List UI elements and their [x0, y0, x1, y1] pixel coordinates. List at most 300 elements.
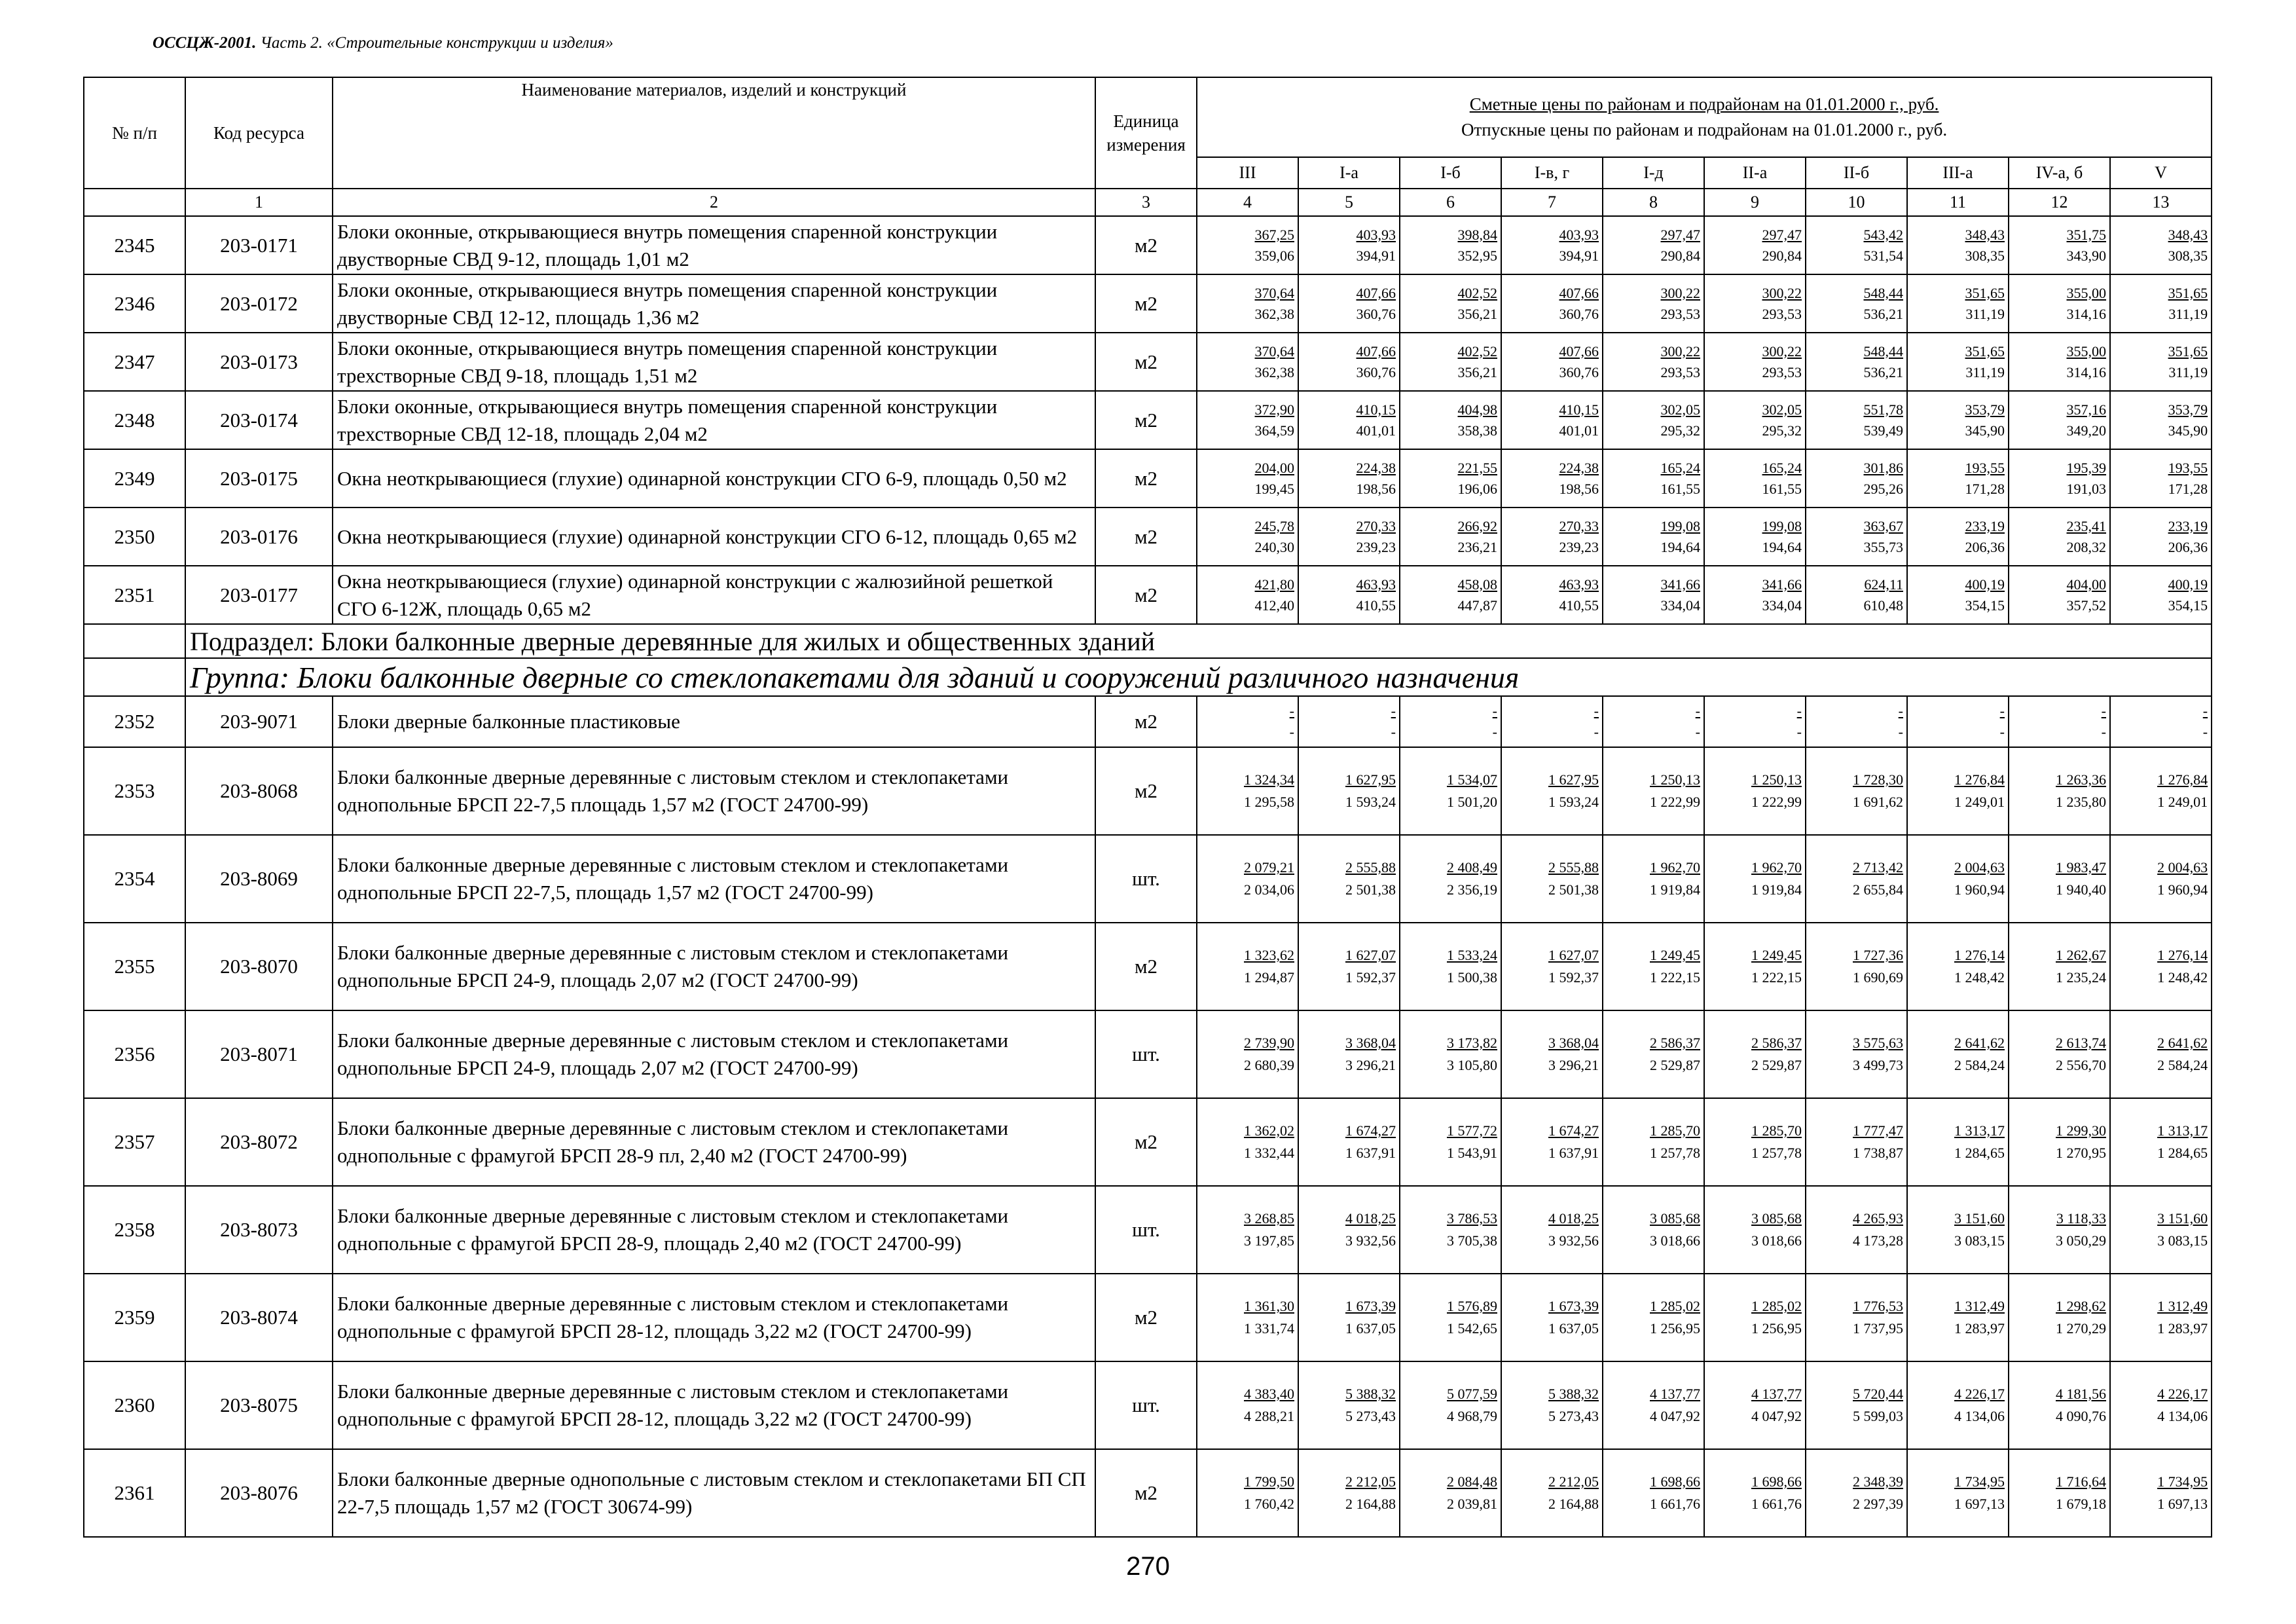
price-cell	[1298, 923, 1400, 1010]
estimated-price: 3 368,04	[1345, 1035, 1396, 1051]
estimated-price: 1 776,53	[1853, 1298, 1903, 1314]
price-cell	[1603, 449, 1704, 507]
release-price: 1 257,78	[1751, 1145, 1802, 1161]
release-price: 1 332,44	[1244, 1145, 1294, 1161]
release-price: 1 248,42	[1954, 969, 2005, 986]
release-price: 4 090,76	[2056, 1408, 2106, 1424]
group-empty-cell	[84, 658, 185, 696]
release-price: 349,20	[2066, 422, 2106, 439]
release-price: 1 331,74	[1244, 1320, 1294, 1337]
release-price: 1 283,97	[2157, 1320, 2208, 1337]
release-price: 5 599,03	[1853, 1408, 1903, 1424]
release-price: 236,21	[1457, 538, 1497, 555]
price-cell	[1400, 835, 1501, 923]
estimated-price: -	[1492, 703, 1497, 719]
release-price: 360,76	[1356, 305, 1396, 322]
price-cell	[1197, 835, 1298, 923]
estimated-price: 1 627,95	[1345, 771, 1396, 788]
item-name: Окна неоткрывающиеся (глухие) одинарной конструкции СГО 6-12, площадь 0,65 м2	[333, 507, 1095, 566]
release-price: 1 542,65	[1447, 1320, 1497, 1337]
row-number: 2347	[84, 333, 185, 391]
price-cell	[2009, 333, 2110, 391]
header-row	[84, 77, 2212, 157]
price-cell	[1298, 333, 1400, 391]
table-row	[84, 216, 2212, 274]
release-price: 352,95	[1457, 247, 1497, 264]
release-price: 239,23	[1559, 538, 1599, 555]
estimated-price: 355,00	[2066, 284, 2106, 301]
release-price: 2 164,88	[1548, 1496, 1599, 1512]
price-cell	[1907, 1098, 2009, 1186]
table-row	[84, 747, 2212, 835]
column-index-cell: 13	[2110, 189, 2212, 216]
price-cell	[1298, 1449, 1400, 1537]
unit: шт.	[1095, 1010, 1197, 1098]
release-price: 2 297,39	[1853, 1496, 1903, 1512]
release-price: 311,19	[1965, 363, 2005, 380]
item-name: Окна неоткрывающиеся (глухие) одинарной конструкции СГО 6-9, площадь 0,50 м2	[333, 449, 1095, 507]
release-price: 5 273,43	[1548, 1408, 1599, 1424]
release-price: 355,73	[1863, 538, 1903, 555]
estimated-price: 224,38	[1559, 459, 1599, 476]
table-row	[84, 449, 2212, 507]
release-price: 1 593,24	[1345, 794, 1396, 810]
region-header-cell: II-а	[1704, 157, 1806, 189]
price-cell	[1197, 923, 1298, 1010]
price-cell	[1806, 923, 1907, 1010]
estimated-price: 199,08	[1762, 517, 1802, 534]
release-price: 293,53	[1660, 363, 1700, 380]
resource-code: 203-0172	[185, 274, 333, 333]
estimated-price: 1 250,13	[1650, 771, 1700, 788]
estimated-price: 4 018,25	[1345, 1210, 1396, 1227]
estimated-price: 351,65	[1965, 284, 2005, 301]
price-cell	[1501, 747, 1603, 835]
release-price: 2 039,81	[1447, 1496, 1497, 1512]
price-cell	[2110, 1186, 2212, 1274]
release-price: 410,55	[1356, 597, 1396, 614]
estimated-price: 421,80	[1254, 576, 1294, 593]
column-index-cell: 9	[1704, 189, 1806, 216]
release-price: 360,76	[1559, 363, 1599, 380]
estimated-price: 2 348,39	[1853, 1473, 1903, 1490]
price-cell	[1806, 1186, 1907, 1274]
price-cell	[1907, 835, 2009, 923]
release-price: 314,16	[2066, 363, 2106, 380]
row-number: 2355	[84, 923, 185, 1010]
release-price: 1 697,13	[1954, 1496, 2005, 1512]
price-cell	[1400, 696, 1501, 747]
item-name: Блоки балконные дверные деревянные с листовым стеклом и стеклопакетами однопольные с фрамугой БРСП 28-12, площадь 3,22 м2 (ГОСТ 24700-99)	[333, 1274, 1095, 1361]
price-cell	[1298, 216, 1400, 274]
estimated-price: 235,41	[2066, 517, 2106, 534]
price-cell	[1501, 1098, 1603, 1186]
col-header-num: № п/п	[84, 77, 185, 189]
price-cell	[1197, 391, 1298, 449]
release-price: 1 637,91	[1548, 1145, 1599, 1161]
price-cell	[1806, 1098, 1907, 1186]
item-name: Блоки балконные дверные деревянные с листовым стеклом и стеклопакетами однопольные БРСП 24-9, площадь 2,07 м2 (ГОСТ 24700-99)	[333, 1010, 1095, 1098]
estimated-price: 370,64	[1254, 284, 1294, 301]
price-cell	[1298, 1274, 1400, 1361]
release-price: 531,54	[1863, 247, 1903, 264]
item-name: Блоки дверные балконные пластиковые	[333, 696, 1095, 747]
estimated-price: 195,39	[2066, 459, 2106, 476]
estimated-price: 233,19	[1965, 517, 2005, 534]
price-cell	[1501, 216, 1603, 274]
col-header-unit: Единица измерения	[1095, 77, 1197, 189]
estimated-price: 1 962,70	[1650, 859, 1700, 876]
release-price: 356,21	[1457, 305, 1497, 322]
release-price: 1 592,37	[1548, 969, 1599, 986]
price-cell	[2110, 747, 2212, 835]
row-number: 2356	[84, 1010, 185, 1098]
estimated-price: 2 555,88	[1345, 859, 1396, 876]
release-price: 1 284,65	[2157, 1145, 2208, 1161]
header-prefix: ОССЦЖ-2001.	[153, 34, 257, 52]
release-price: 3 050,29	[2056, 1232, 2106, 1249]
table-row	[84, 923, 2212, 1010]
release-price: 364,59	[1254, 422, 1294, 439]
price-cell	[2110, 216, 2212, 274]
release-price: 308,35	[2168, 247, 2208, 264]
price-cell	[1197, 274, 1298, 333]
price-cell	[1907, 333, 2009, 391]
price-cell	[1603, 923, 1704, 1010]
estimated-price: 367,25	[1254, 226, 1294, 243]
unit: м2	[1095, 747, 1197, 835]
item-name: Блоки оконные, открывающиеся внутрь помещения спаренной конструкции двустворные СВД 12-12, площадь 1,36 м2	[333, 274, 1095, 333]
release-price: 3 083,15	[1954, 1232, 2005, 1249]
release-price: 199,45	[1254, 480, 1294, 497]
table-row	[84, 1010, 2212, 1098]
price-cell	[2009, 1274, 2110, 1361]
release-price: 2 164,88	[1345, 1496, 1396, 1512]
estimated-price: 551,78	[1863, 401, 1903, 418]
release-price: 2 584,24	[2157, 1057, 2208, 1073]
price-cell	[1197, 1449, 1298, 1537]
price-cell	[2110, 391, 2212, 449]
unit: м2	[1095, 333, 1197, 391]
column-index-cell: 10	[1806, 189, 1907, 216]
release-price: 1 679,18	[2056, 1496, 2106, 1512]
price-cell	[1400, 216, 1501, 274]
estimated-price: 543,42	[1863, 226, 1903, 243]
release-price: 1 501,20	[1447, 794, 1497, 810]
estimated-price: 224,38	[1356, 459, 1396, 476]
release-price: 1 940,40	[2056, 881, 2106, 898]
estimated-price: -	[1391, 703, 1396, 719]
estimated-price: 193,55	[1965, 459, 2005, 476]
estimated-price: 1 533,24	[1447, 947, 1497, 963]
item-name: Блоки оконные, открывающиеся внутрь помещения спаренной конструкции трехстворные СВД 12-18, площадь 2,04 м2	[333, 391, 1095, 449]
estimated-price: 3 173,82	[1447, 1035, 1497, 1051]
resource-code: 203-0176	[185, 507, 333, 566]
estimated-price: -	[1898, 703, 1903, 719]
price-cell	[1298, 274, 1400, 333]
estimated-price: 548,44	[1863, 284, 1903, 301]
item-name: Блоки оконные, открывающиеся внутрь помещения спаренной конструкции трехстворные СВД 9-18, площадь 1,51 м2	[333, 333, 1095, 391]
release-price: 2 529,87	[1751, 1057, 1802, 1073]
column-index-cell: 5	[1298, 189, 1400, 216]
price-cell	[1501, 696, 1603, 747]
estimated-price: 1 299,30	[2056, 1122, 2106, 1139]
price-cell	[1704, 507, 1806, 566]
page-number: 270	[1126, 1552, 1170, 1581]
release-price: 4 047,92	[1751, 1408, 1802, 1424]
release-price: 360,76	[1559, 305, 1599, 322]
estimated-price: 1 312,49	[2157, 1298, 2208, 1314]
price-cell	[1501, 566, 1603, 624]
release-price: 198,56	[1356, 480, 1396, 497]
release-price: 358,38	[1457, 422, 1497, 439]
price-cell	[1197, 1274, 1298, 1361]
release-price: 191,03	[2066, 480, 2106, 497]
estimated-price: 351,65	[2168, 284, 2208, 301]
price-cell	[1806, 449, 1907, 507]
estimated-price: 1 716,64	[2056, 1473, 2106, 1490]
price-cell	[1298, 696, 1400, 747]
table-row	[84, 507, 2212, 566]
price-cell	[1400, 1010, 1501, 1098]
price-cell	[1400, 391, 1501, 449]
estimated-price: 348,43	[1965, 226, 2005, 243]
release-price: 1 222,99	[1751, 794, 1802, 810]
release-price: 311,19	[2168, 363, 2208, 380]
release-price: -	[1999, 724, 2005, 740]
price-cell	[1806, 1274, 1907, 1361]
price-cell	[2110, 333, 2212, 391]
group-title: Группа: Блоки балконные дверные со стеклопакетами для зданий и сооружений различного назначения	[185, 658, 2212, 696]
header-rest: Часть 2. «Строительные конструкции и изделия»	[260, 34, 613, 52]
release-price: 3 105,80	[1447, 1057, 1497, 1073]
estimated-price: 301,86	[1863, 459, 1903, 476]
price-cell	[1400, 1361, 1501, 1449]
release-price: 2 501,38	[1548, 881, 1599, 898]
release-price: 171,28	[2168, 480, 2208, 497]
estimated-price: 4 265,93	[1853, 1210, 1903, 1227]
estimated-price: -	[1289, 703, 1294, 719]
price-cell	[1501, 449, 1603, 507]
price-cell	[1501, 1274, 1603, 1361]
price-cell	[1806, 333, 1907, 391]
estimated-price: 402,52	[1457, 284, 1497, 301]
release-price: 314,16	[2066, 305, 2106, 322]
price-cell	[1197, 696, 1298, 747]
release-price: 1 637,05	[1345, 1320, 1396, 1337]
price-cell	[1400, 274, 1501, 333]
price-cell	[1603, 1449, 1704, 1537]
resource-code: 203-9071	[185, 696, 333, 747]
price-cell	[1603, 274, 1704, 333]
estimated-price: 4 226,17	[1954, 1386, 2005, 1402]
region-header-cell: V	[2110, 157, 2212, 189]
estimated-price: 4 137,77	[1751, 1386, 1802, 1402]
price-cell	[1603, 333, 1704, 391]
price-cell	[1907, 216, 2009, 274]
estimated-price: -	[1594, 703, 1599, 719]
price-cell	[1603, 566, 1704, 624]
item-name: Окна неоткрывающиеся (глухие) одинарной конструкции с жалюзийной решеткой СГО 6-12Ж, площадь 0,65 м2	[333, 566, 1095, 624]
release-price: -	[1492, 724, 1497, 740]
estimated-price: 463,93	[1356, 576, 1396, 593]
price-cell	[1197, 1098, 1298, 1186]
price-cell	[1603, 1098, 1704, 1186]
table-row	[84, 391, 2212, 449]
estimated-price: -	[1999, 703, 2005, 719]
col-header-code: Код ресурса	[185, 77, 333, 189]
document-header	[153, 34, 613, 52]
release-price: 3 932,56	[1548, 1232, 1599, 1249]
estimated-price: 2 408,49	[1447, 859, 1497, 876]
estimated-price: 548,44	[1863, 342, 1903, 360]
release-price: 334,04	[1762, 597, 1802, 614]
price-cell	[1400, 333, 1501, 391]
estimated-price: 193,55	[2168, 459, 2208, 476]
estimated-price: 1 674,27	[1548, 1122, 1599, 1139]
price-cell	[1400, 1449, 1501, 1537]
release-price: 293,53	[1660, 305, 1700, 322]
release-price: 3 499,73	[1853, 1057, 1903, 1073]
prices-header-estimated: Сметные цены по районам и подрайонам на 01.01.2000 г., руб.	[1469, 94, 1939, 114]
estimated-price: 1 728,30	[1853, 771, 1903, 788]
estimated-price: 372,90	[1254, 401, 1294, 418]
unit: м2	[1095, 1098, 1197, 1186]
price-cell	[1400, 449, 1501, 507]
estimated-price: 351,65	[2168, 342, 2208, 360]
release-price: 1 270,29	[2056, 1320, 2106, 1337]
price-cell	[2009, 1449, 2110, 1537]
subsection-row	[84, 624, 2212, 658]
price-cell	[1501, 835, 1603, 923]
release-price: 206,36	[2168, 538, 2208, 555]
release-price: 401,01	[1559, 422, 1599, 439]
estimated-price: 4 383,40	[1244, 1386, 1294, 1402]
subsection-title: Подраздел: Блоки балконные дверные деревянные для жилых и общественных зданий	[185, 624, 2212, 658]
estimated-price: 363,67	[1863, 517, 1903, 534]
estimated-price: 341,66	[1660, 576, 1700, 593]
row-number: 2358	[84, 1186, 185, 1274]
estimated-price: -	[2101, 703, 2106, 719]
release-price: 1 738,87	[1853, 1145, 1903, 1161]
estimated-price: 410,15	[1356, 401, 1396, 418]
estimated-price: 4 181,56	[2056, 1386, 2106, 1402]
release-price: 311,19	[1965, 305, 2005, 322]
price-cell	[2110, 1361, 2212, 1449]
row-number: 2353	[84, 747, 185, 835]
estimated-price: 355,00	[2066, 342, 2106, 360]
price-cell	[1806, 835, 1907, 923]
release-price: 308,35	[1965, 247, 2005, 264]
release-price: 161,55	[1660, 480, 1700, 497]
price-cell	[1400, 566, 1501, 624]
release-price: 354,15	[1965, 597, 2005, 614]
release-price: 536,21	[1863, 363, 1903, 380]
estimated-price: -	[2202, 703, 2208, 719]
release-price: 356,21	[1457, 363, 1497, 380]
release-price: 1 637,91	[1345, 1145, 1396, 1161]
table-row	[84, 835, 2212, 923]
estimated-price: 404,00	[2066, 576, 2106, 593]
release-price: 3 018,66	[1751, 1232, 1802, 1249]
release-price: 3 296,21	[1548, 1057, 1599, 1073]
release-price: 2 356,19	[1447, 881, 1497, 898]
estimated-price: 1 276,84	[2157, 771, 2208, 788]
estimated-price: 2 586,37	[1751, 1035, 1802, 1051]
price-cell	[1704, 747, 1806, 835]
release-price: 295,26	[1863, 480, 1903, 497]
price-cell	[1704, 923, 1806, 1010]
row-number: 2361	[84, 1449, 185, 1537]
release-price: 357,52	[2066, 597, 2106, 614]
price-cell	[1603, 1010, 1704, 1098]
estimated-price: 2 084,48	[1447, 1473, 1497, 1490]
release-price: 194,64	[1660, 538, 1700, 555]
estimated-price: 410,15	[1559, 401, 1599, 418]
estimated-price: 300,22	[1762, 284, 1802, 301]
release-price: 610,48	[1863, 597, 1903, 614]
price-cell	[1806, 696, 1907, 747]
estimated-price: 1 627,07	[1345, 947, 1396, 963]
release-price: 1 500,38	[1447, 969, 1497, 986]
price-cell	[1603, 835, 1704, 923]
prices-header-release: Отпускные цены по районам и подрайонам на 01.01.2000 г., руб.	[1461, 120, 1948, 139]
column-index-cell: 2	[333, 189, 1095, 216]
estimated-price: 3 368,04	[1548, 1035, 1599, 1051]
price-cell	[2009, 507, 2110, 566]
estimated-price: 1 698,66	[1650, 1473, 1700, 1490]
price-cell	[2009, 274, 2110, 333]
estimated-price: 403,93	[1356, 226, 1396, 243]
release-price: 198,56	[1559, 480, 1599, 497]
release-price: 290,84	[1660, 247, 1700, 264]
release-price: 1 257,78	[1650, 1145, 1700, 1161]
unit: шт.	[1095, 1361, 1197, 1449]
price-cell	[1704, 566, 1806, 624]
row-number: 2352	[84, 696, 185, 747]
price-cell	[1603, 1361, 1704, 1449]
resource-code: 203-8073	[185, 1186, 333, 1274]
release-price: -	[1391, 724, 1396, 740]
estimated-price: 351,65	[1965, 342, 2005, 360]
price-cell	[1298, 566, 1400, 624]
unit: м2	[1095, 1449, 1197, 1537]
item-name: Блоки балконные дверные деревянные с листовым стеклом и стеклопакетами однопольные с фрамугой БРСП 28-12, площадь 3,22 м2 (ГОСТ 24700-99)	[333, 1361, 1095, 1449]
region-header-cell: I-б	[1400, 157, 1501, 189]
release-price: 1 543,91	[1447, 1145, 1497, 1161]
release-price: 1 697,13	[2157, 1496, 2208, 1512]
estimated-price: 1 276,14	[1954, 947, 2005, 963]
estimated-price: 302,05	[1660, 401, 1700, 418]
price-cell	[2110, 1098, 2212, 1186]
row-number: 2345	[84, 216, 185, 274]
price-cell	[1400, 507, 1501, 566]
row-number: 2350	[84, 507, 185, 566]
col-header-prices	[1197, 77, 2212, 157]
price-cell	[1400, 923, 1501, 1010]
estimated-price: 302,05	[1762, 401, 1802, 418]
row-number: 2348	[84, 391, 185, 449]
price-cell	[2110, 1449, 2212, 1537]
item-name: Блоки оконные, открывающиеся внутрь помещения спаренной конструкции двустворные СВД 9-12, площадь 1,01 м2	[333, 216, 1095, 274]
estimated-price: 2 004,63	[2157, 859, 2208, 876]
resource-code: 203-0175	[185, 449, 333, 507]
price-cell	[1298, 507, 1400, 566]
price-cell	[2009, 1186, 2110, 1274]
estimated-price: 1 799,50	[1244, 1473, 1294, 1490]
estimated-price: 297,47	[1762, 226, 1802, 243]
price-cell	[2110, 274, 2212, 333]
